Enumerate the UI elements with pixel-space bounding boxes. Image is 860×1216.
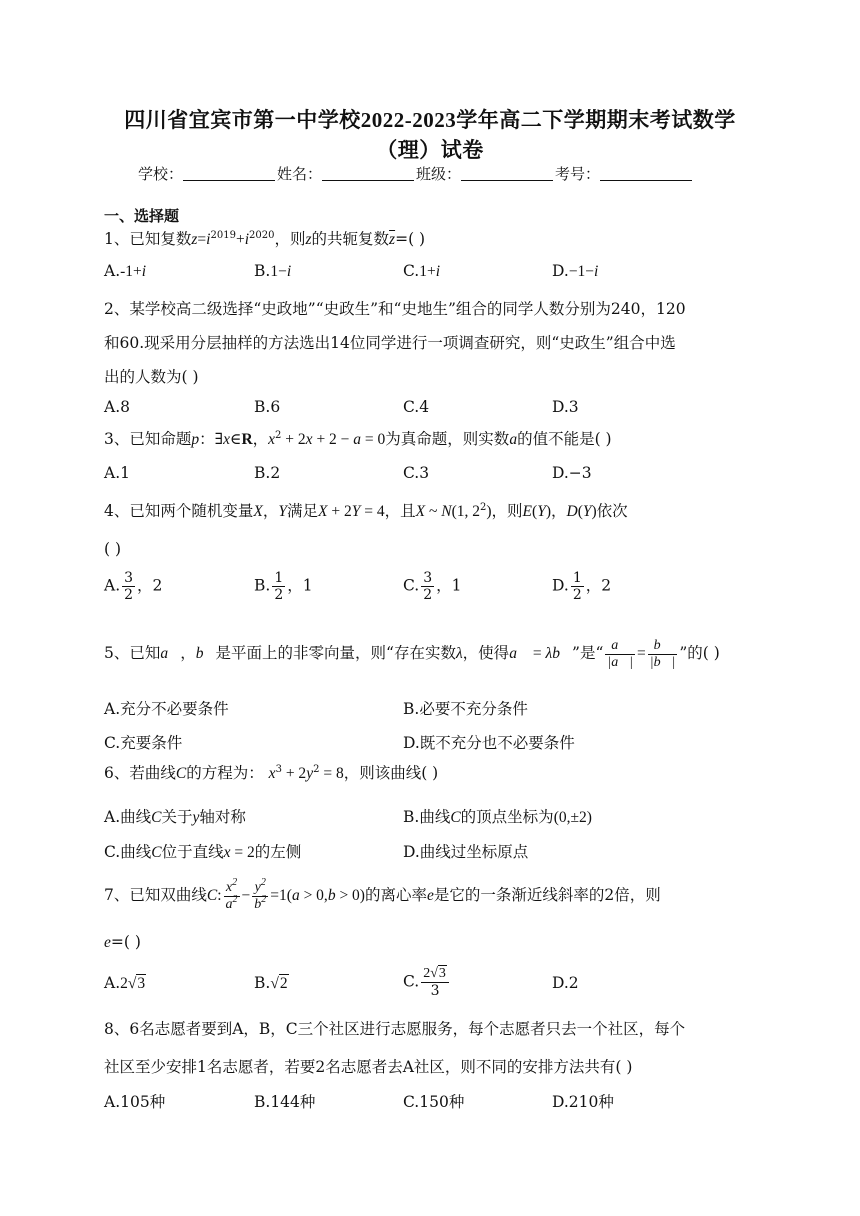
q6-options-row-2 — [104, 840, 764, 866]
question-7-line-2: e=( ) — [104, 933, 141, 951]
q8-option-a[interactable]: A.105种 — [104, 1093, 166, 1111]
q7-option-c[interactable]: C. $\frac{2√3}{3}$ — [403, 966, 451, 999]
question-8-line-1: 8、6名志愿者要到A，B，C三个社区进行志愿服务，每个志愿者只去一个社区，每个 — [104, 1020, 686, 1038]
name-blank[interactable] — [322, 166, 414, 181]
q8-option-d[interactable]: D.210种 — [552, 1093, 614, 1111]
q3-option-c[interactable]: C.3 — [403, 464, 430, 482]
q6-options-row-1 — [104, 805, 764, 831]
q3-option-b[interactable]: B.2 — [254, 464, 281, 482]
question-4-line-2: ( ) — [104, 540, 122, 558]
question-6: 6、若曲线C的方程为： $x^3 + 2y^2 = 8$，则该曲线( ) — [104, 764, 439, 782]
question-1: 1、已知复数$z=i^{2019}+i^{2020}$，则z的共轭复数$\overline{z}=$( ) — [104, 230, 426, 248]
q5-option-a[interactable]: A.充分不必要条件 — [104, 700, 229, 718]
question-2-line-2: 和60.现采用分层抽样的方法选出14位同学进行一项调查研究，则“史政生”组合中选 — [104, 334, 676, 352]
question-2-line-3: 出的人数为( ) — [104, 368, 199, 386]
exam-number-blank[interactable] — [600, 166, 692, 181]
q7-option-d[interactable]: D.2 — [552, 974, 579, 992]
q8-option-c[interactable]: C.150种 — [403, 1093, 465, 1111]
q1-option-c[interactable]: C.1+i — [403, 262, 441, 280]
q4-option-d[interactable]: D. $\frac{1}{2}$ ，2 — [552, 570, 612, 603]
question-4: 4、已知两个随机变量X，Y满足X + 2Y = 4，且X ~ N(1, $2^2$)，则E(Y)，D(Y)依次 — [104, 502, 628, 520]
q4-option-b[interactable]: B. $\frac{1}{2}$ ，1 — [254, 570, 313, 603]
q5-option-b[interactable]: B.必要不充分条件 — [403, 700, 528, 718]
exam-number-label: 考号： — [555, 165, 601, 183]
question-5: 5、已知a⃗，b⃗是平面上的非零向量，则“存在实数λ，使得a⃗ = λb⃗”是“ $\frac{a⃗}{|a⃗|}$ = $\frac{b⃗}{|b⃗|}$ ”的( ) — [104, 637, 720, 670]
question-7: 7、已知双曲线C: $\frac{x^2}{a^2}$ − $\frac{y^2}{b^2}$ =1(a > 0,b > 0)的离心率e是它的一条渐近线斜率的2倍，则 — [104, 876, 661, 912]
q1-option-b[interactable]: B.1−i — [254, 262, 292, 280]
school-label: 学校： — [138, 165, 184, 183]
student-info-row — [138, 163, 694, 184]
q2-option-b[interactable]: B.6 — [254, 398, 281, 416]
q6-option-a[interactable]: A.曲线C关于y轴对称 — [104, 808, 246, 826]
q4-option-c[interactable]: C. $\frac{3}{2}$ ，1 — [403, 570, 462, 603]
q1-option-d[interactable]: D.−1−i — [552, 262, 599, 280]
question-8-line-2: 社区至少安排1名志愿者，若要2名志愿者去A社区，则不同的安排方法共有( ) — [104, 1058, 633, 1076]
class-label: 班级： — [416, 165, 462, 183]
q2-option-c[interactable]: C.4 — [403, 398, 430, 416]
q1-options — [104, 262, 764, 288]
q5-options-row-2 — [104, 731, 764, 757]
q3-option-a[interactable]: A.1 — [104, 464, 130, 482]
q4-options — [104, 570, 764, 612]
section-heading: 一、选择题 — [104, 207, 180, 225]
q8-options — [104, 1090, 764, 1116]
q1-text: 1、已知复数 — [104, 230, 192, 248]
class-blank[interactable] — [461, 166, 553, 181]
q2-options — [104, 398, 764, 424]
q8-option-b[interactable]: B.144种 — [254, 1093, 316, 1111]
exam-title-line-2: （理）试卷 — [376, 138, 484, 162]
question-2-line-1: 2、某学校高二级选择“史政地”“史政生”和“史地生”组合的同学人数分别为240，120 — [104, 300, 686, 318]
q2-option-d[interactable]: D.3 — [552, 398, 579, 416]
q7-option-a[interactable]: A.2√3 — [104, 974, 146, 992]
question-3: 3、已知命题p：∃x∈R，$x^2 + 2x + 2 - a = 0$为真命题，则实数a的值不能是( ) — [104, 430, 612, 448]
q1-option-a[interactable]: A.-1+i — [104, 262, 147, 280]
q6-option-c[interactable]: C.曲线C位于直线x = 2的左侧 — [104, 843, 302, 861]
q1-formula: z — [191, 231, 198, 248]
q2-option-a[interactable]: A.8 — [104, 398, 130, 416]
q3-option-d[interactable]: D.−3 — [552, 464, 592, 482]
q6-option-b[interactable]: B.曲线C的顶点坐标为(0,±2) — [403, 808, 592, 826]
name-label: 姓名： — [277, 165, 323, 183]
q7-options — [104, 966, 764, 1010]
q5-option-c[interactable]: C.充要条件 — [104, 734, 183, 752]
q4-option-a[interactable]: A. $\frac{3}{2}$ ，2 — [104, 570, 163, 603]
school-blank[interactable] — [183, 166, 275, 181]
q5-option-d[interactable]: D.既不充分也不必要条件 — [403, 734, 575, 752]
q5-options-row-1 — [104, 697, 764, 723]
q6-option-d[interactable]: D.曲线过坐标原点 — [403, 843, 529, 861]
q7-option-b[interactable]: B.√2 — [254, 974, 288, 992]
q3-options — [104, 464, 764, 490]
exam-title-line-1: 四川省宜宾市第一中学校2022-2023学年高二下学期期末考试数学 — [124, 108, 736, 132]
